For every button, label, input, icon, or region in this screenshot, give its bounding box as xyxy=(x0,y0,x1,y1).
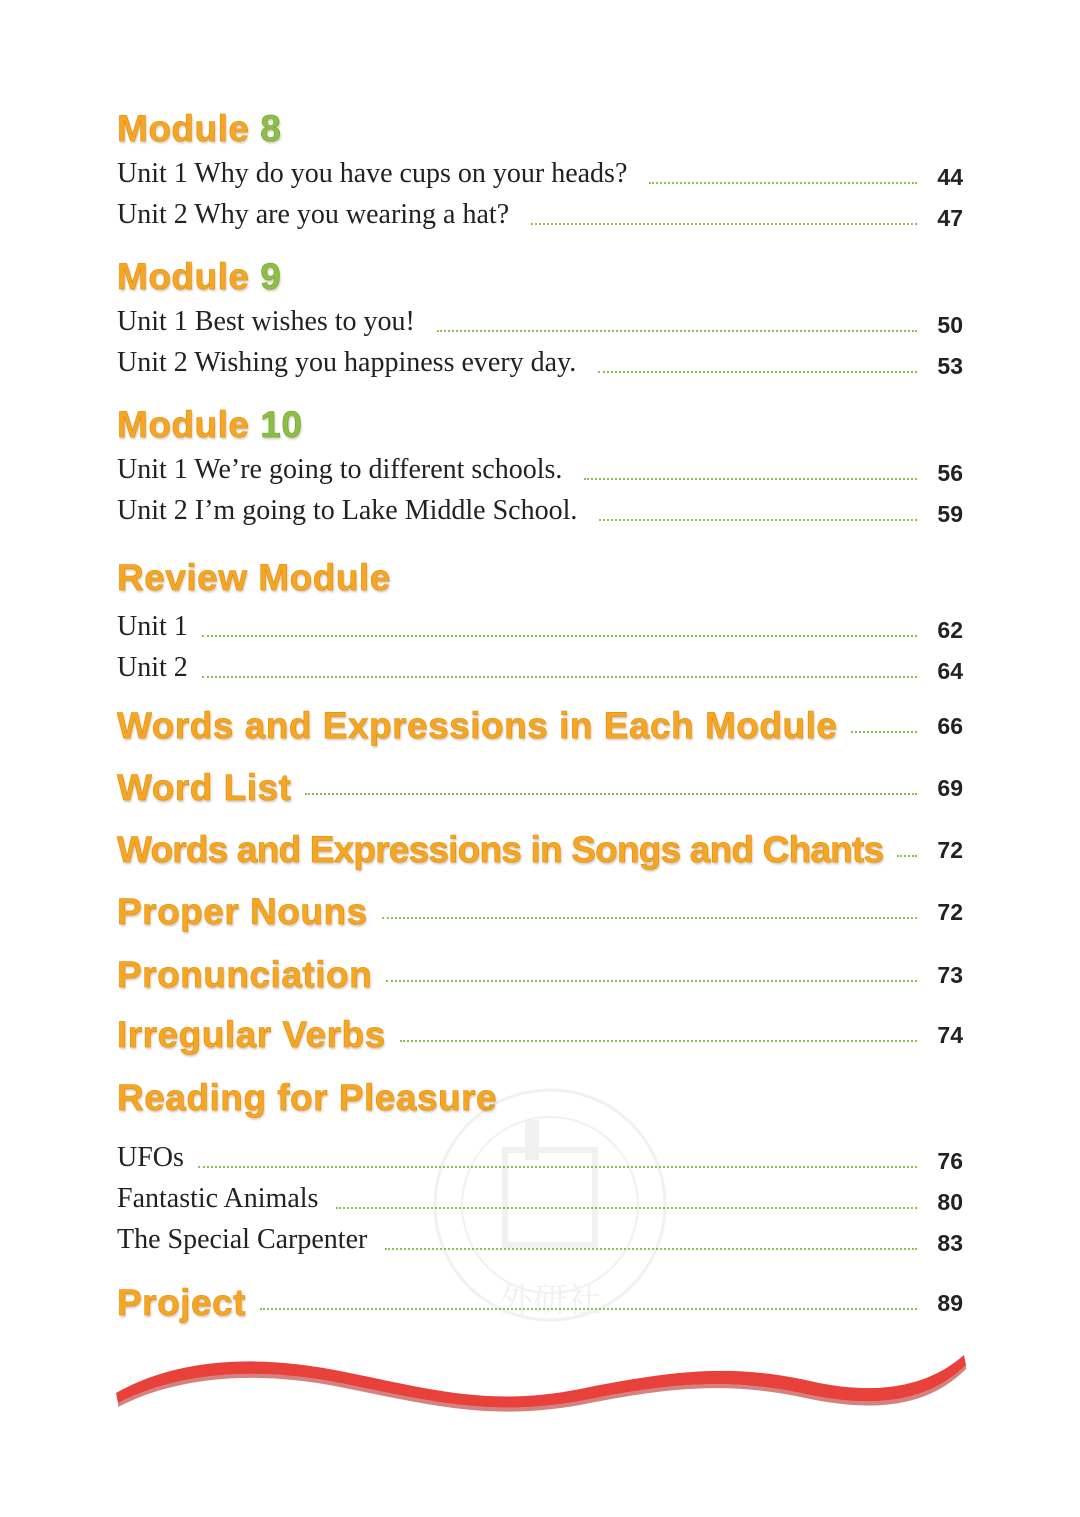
module-number: 8 xyxy=(260,108,282,149)
page-number: 53 xyxy=(937,353,963,379)
toc-section-entry[interactable] xyxy=(117,767,963,809)
toc-entry[interactable] xyxy=(117,609,963,645)
toc-entry[interactable] xyxy=(117,197,963,233)
section-title: Irregular Verbs xyxy=(117,1014,386,1055)
module-word: Module xyxy=(117,256,250,297)
page-number: 74 xyxy=(937,1022,963,1048)
dot-leader xyxy=(305,793,917,795)
page-number: 44 xyxy=(937,164,963,190)
module-word: Module xyxy=(117,404,250,445)
module-10-heading[interactable] xyxy=(117,404,302,446)
page-number: 76 xyxy=(937,1148,963,1174)
entry-label: Unit 2 Why are you wearing a hat? xyxy=(117,199,510,230)
entry-label: The Special Carpenter xyxy=(117,1224,368,1255)
dot-leader xyxy=(531,223,917,225)
page-number: 66 xyxy=(937,713,963,739)
dot-leader xyxy=(400,1040,917,1042)
section-title: Pronunciation xyxy=(117,954,373,995)
page-number: 64 xyxy=(937,658,963,684)
page-number: 47 xyxy=(937,205,963,231)
publisher-watermark xyxy=(425,1080,675,1340)
dot-leader xyxy=(202,676,917,678)
dot-leader xyxy=(598,371,917,373)
dot-leader xyxy=(386,980,917,982)
entry-label: Unit 1 xyxy=(117,611,188,642)
section-title: Words and Expressions in Songs and Chants xyxy=(117,829,884,870)
dot-leader xyxy=(382,917,917,919)
entry-label: Unit 2 xyxy=(117,652,188,683)
dot-leader xyxy=(437,330,917,332)
toc-entry[interactable] xyxy=(117,345,963,381)
dot-leader xyxy=(599,519,917,521)
dot-leader xyxy=(851,731,917,733)
page-number: 72 xyxy=(937,837,963,863)
entry-label: Fantastic Animals xyxy=(117,1183,319,1214)
module-9-heading[interactable] xyxy=(117,256,281,298)
toc-section-entry[interactable] xyxy=(117,705,963,747)
toc-entry[interactable] xyxy=(117,452,963,488)
section-title: Proper Nouns xyxy=(117,891,368,932)
page-number: 80 xyxy=(937,1189,963,1215)
entry-label: Unit 1 We’re going to different schools. xyxy=(117,454,563,485)
toc-section-entry[interactable] xyxy=(117,1014,963,1056)
toc-entry[interactable] xyxy=(117,650,963,686)
dot-leader xyxy=(897,855,917,857)
page-number: 56 xyxy=(937,460,963,486)
toc-entry[interactable] xyxy=(117,304,963,340)
toc-section-entry[interactable] xyxy=(117,829,963,871)
dot-leader xyxy=(202,635,917,637)
module-number: 9 xyxy=(260,256,282,297)
page-number: 73 xyxy=(937,962,963,988)
toc-section-entry[interactable] xyxy=(117,891,963,933)
section-title: Words and Expressions in Each Module xyxy=(117,705,838,746)
watermark-text: 外研社 xyxy=(499,1281,601,1321)
toc-entry[interactable] xyxy=(117,493,963,529)
section-title: Word List xyxy=(117,767,292,808)
entry-label: Unit 2 I’m going to Lake Middle School. xyxy=(117,495,578,526)
toc-section-entry[interactable] xyxy=(117,954,963,996)
page-number: 83 xyxy=(937,1230,963,1256)
page-number: 89 xyxy=(937,1290,963,1316)
page-number: 50 xyxy=(937,312,963,338)
toc-entry[interactable] xyxy=(117,156,963,192)
module-word: Module xyxy=(117,108,250,149)
entry-label: Unit 1 Best wishes to you! xyxy=(117,306,415,337)
dot-leader xyxy=(584,478,917,480)
entry-label: Unit 2 Wishing you happiness every day. xyxy=(117,347,577,378)
dot-leader xyxy=(649,182,917,184)
page-number: 72 xyxy=(937,899,963,925)
reading-for-pleasure-heading[interactable]: Reading for Pleasure xyxy=(117,1077,498,1118)
review-module-heading[interactable]: Review Module xyxy=(117,557,391,598)
entry-label: UFOs xyxy=(117,1142,184,1173)
red-wave-decoration xyxy=(110,1345,970,1415)
section-title: Project xyxy=(117,1282,246,1323)
entry-label: Unit 1 Why do you have cups on your heads? xyxy=(117,158,628,189)
page-number: 59 xyxy=(937,501,963,527)
module-number: 10 xyxy=(260,404,303,445)
module-8-heading[interactable] xyxy=(117,108,281,150)
page-number: 62 xyxy=(937,617,963,643)
page-number: 69 xyxy=(937,775,963,801)
